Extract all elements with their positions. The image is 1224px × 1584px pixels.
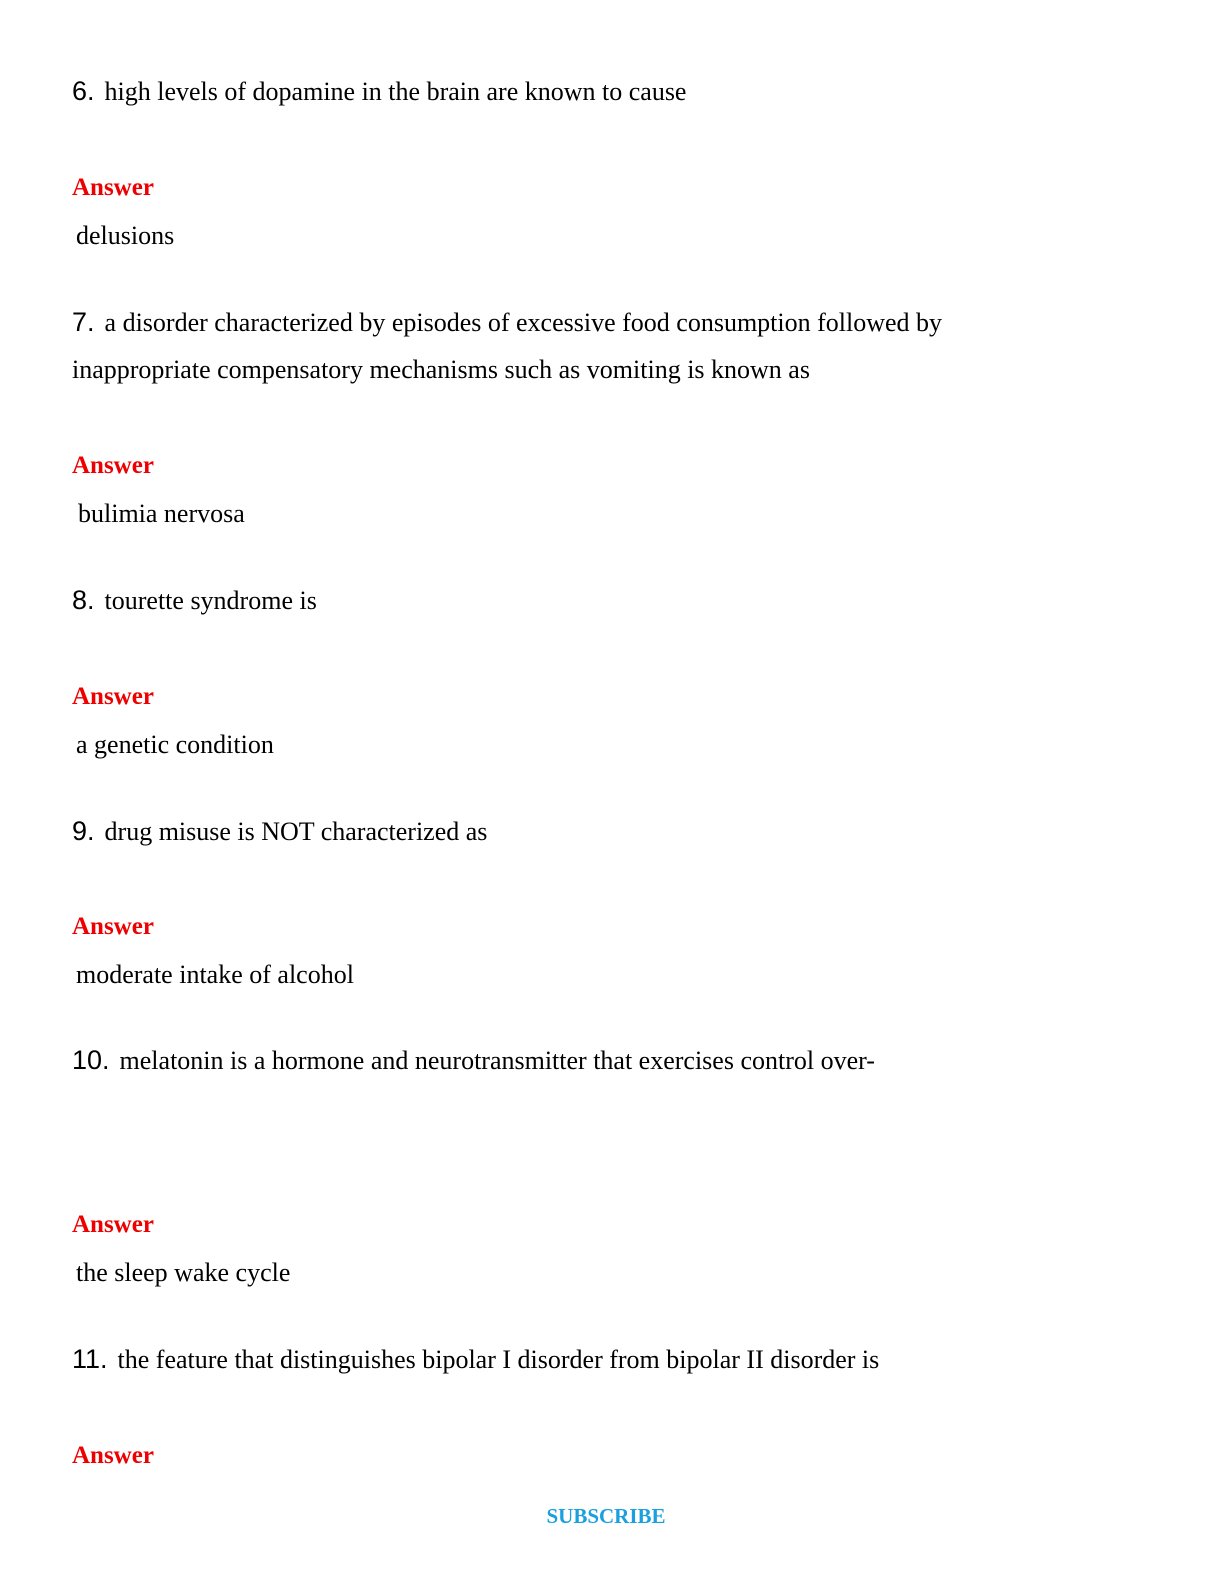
answer-label: Answer bbox=[72, 1442, 154, 1469]
question-number: 9. bbox=[72, 816, 95, 846]
subscribe-link[interactable]: SUBSCRIBE bbox=[546, 1504, 666, 1528]
question-number: 7. bbox=[72, 307, 95, 337]
question-text: the feature that distinguishes bipolar I disorder from bipolar II disorder is bbox=[117, 1345, 880, 1374]
question-6 bbox=[72, 68, 1072, 115]
question-7 bbox=[72, 299, 1072, 393]
question-8 bbox=[72, 577, 1072, 624]
answer-label: Answer bbox=[72, 174, 154, 201]
question-10 bbox=[72, 1037, 1072, 1084]
question-number: 6. bbox=[72, 76, 95, 106]
answer-text: a genetic condition bbox=[76, 730, 274, 759]
answer-label: Answer bbox=[72, 683, 154, 710]
question-text: drug misuse is NOT characterized as bbox=[104, 817, 488, 846]
question-number: 10. bbox=[72, 1045, 110, 1075]
answer-label: Answer bbox=[72, 1211, 154, 1238]
question-9 bbox=[72, 808, 1072, 855]
answer-label: Answer bbox=[72, 452, 154, 479]
question-text: melatonin is a hormone and neurotransmitter that exercises control over- bbox=[119, 1046, 875, 1075]
answer-text: bulimia nervosa bbox=[78, 499, 245, 528]
question-number: 8. bbox=[72, 585, 95, 615]
question-number: 11. bbox=[72, 1344, 108, 1374]
question-11 bbox=[72, 1336, 1072, 1383]
answer-text: the sleep wake cycle bbox=[76, 1258, 291, 1287]
question-text: a disorder characterized by episodes of excessive food consumption followed by inappropriate compensatory mechanisms such as vomiting is known as bbox=[72, 308, 943, 384]
question-text: high levels of dopamine in the brain are known to cause bbox=[104, 77, 687, 106]
answer-label: Answer bbox=[72, 913, 154, 940]
answer-text: delusions bbox=[76, 221, 175, 250]
question-text: tourette syndrome is bbox=[104, 586, 317, 615]
answer-text: moderate intake of alcohol bbox=[76, 960, 354, 989]
